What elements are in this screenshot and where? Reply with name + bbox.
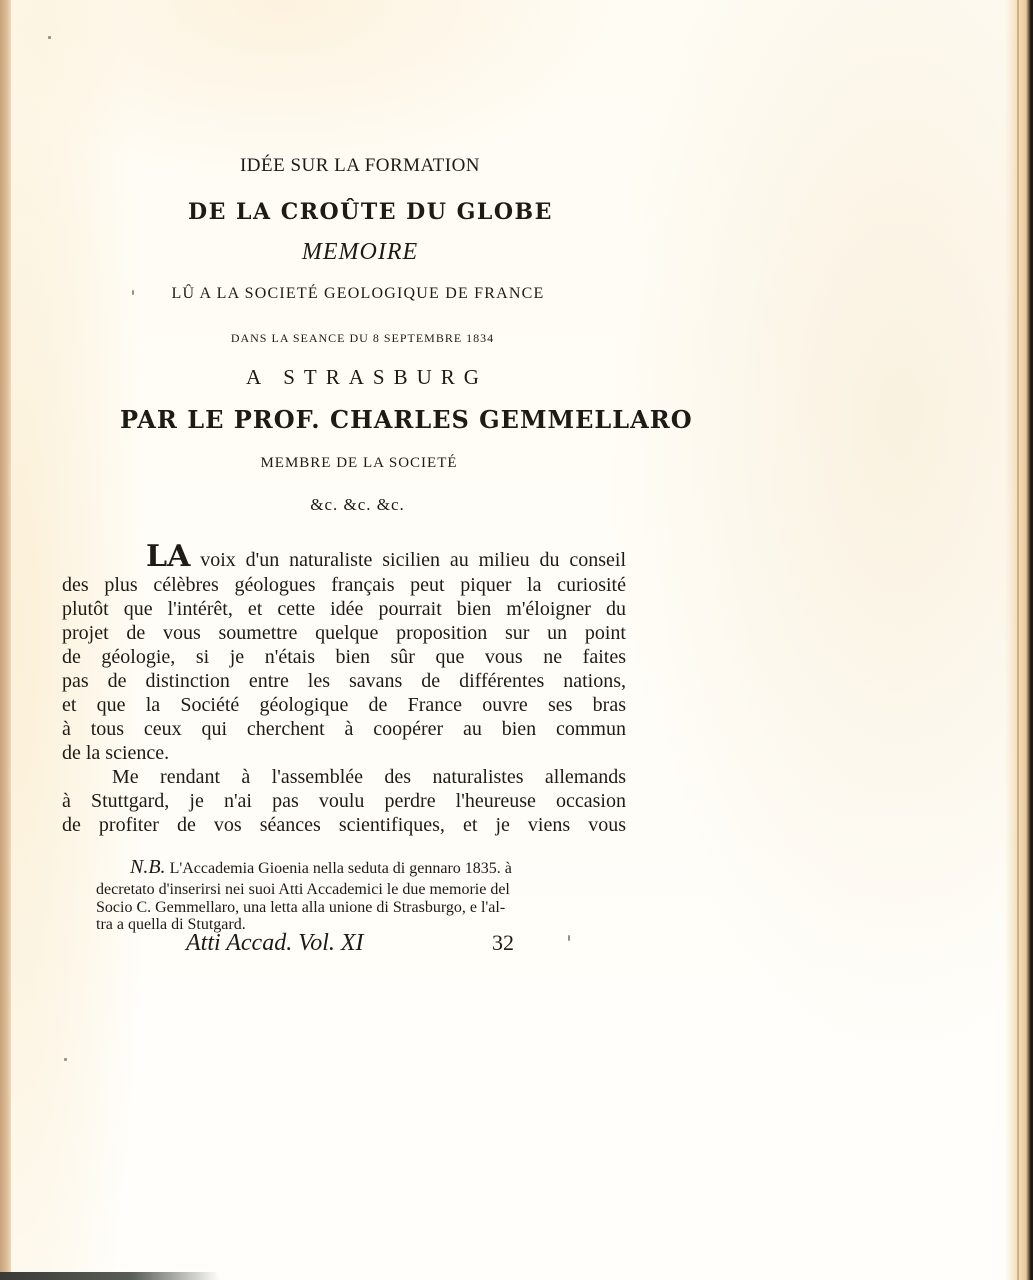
page-binding-edge	[0, 0, 11, 1280]
signature-mark: Atti Accad. Vol. XI	[186, 930, 364, 956]
page-number: 32	[492, 930, 514, 955]
body-line: à Stuttgard, je n'ai pas voulu perdre l'heureuse occasion	[62, 790, 626, 812]
title-line-1: IDÉE SUR LA FORMATION	[239, 155, 481, 176]
page-torn-edge-line	[1017, 0, 1019, 1280]
title-session-date: DANS LA SEANCE DU 8 SEPTEMBRE 1834	[230, 331, 495, 345]
title-memoire: MEMOIRE	[301, 239, 419, 265]
body-line: plutôt que l'intérêt, et cette idée pourrait bien m'éloigner du	[62, 598, 626, 620]
body-line: de profiter de vos séances scientifiques, et je viens vous	[62, 814, 626, 836]
footnote-line: Socio C. Gemmellaro, una letta alla unione di Strasburgo, e l'al-	[96, 899, 506, 916]
body-line: de géologie, si je n'étais bien sûr que vous ne faites	[62, 646, 626, 668]
body-line: Me rendant à l'assemblée des naturalistes allemands	[112, 766, 626, 788]
title-author: PAR LE PROF. CHARLES GEMMELLARO	[120, 405, 693, 434]
body-line: projet de vous soumettre quelque proposition sur un point	[62, 622, 626, 644]
title-read-at: LÛ A LA SOCIETÉ GEOLOGIQUE DE FRANCE	[171, 285, 545, 302]
footnote-line: N.B. L'Accademia Gioenia nella seduta di gennaro 1835. à	[130, 856, 512, 878]
footnote-line: tra a quella di Stutgard.	[96, 916, 246, 933]
drop-cap: LA	[146, 539, 191, 574]
title-line-2: DE LA CROÛTE DU GLOBE	[188, 199, 553, 225]
title-location: A STRASBURG	[246, 365, 488, 389]
body-line: LA voix d'un naturaliste sicilien au milieu du conseil	[146, 539, 627, 574]
paper-speck	[48, 36, 51, 39]
body-line: de la science.	[62, 742, 170, 764]
footnote-marker: N.B.	[130, 856, 166, 878]
body-line: à tous ceux qui cherchent à coopérer au bien commun	[62, 718, 626, 740]
title-membership: MEMBRE DE LA SOCIETÉ	[260, 455, 458, 471]
paper-speck	[64, 1058, 67, 1061]
body-line: des plus célèbres géologues français peut piquer la curiosité	[62, 574, 626, 596]
body-line: pas de distinction entre les savans de différentes nations,	[62, 670, 626, 692]
title-etcetera: &c. &c. &c.	[310, 495, 405, 514]
paper-speck	[132, 290, 134, 295]
footnote-line: decretato d'inserirsi nei suoi Atti Accademici le due memorie del	[96, 881, 510, 898]
page-right-edge	[1005, 0, 1033, 1280]
page-bottom-shadow	[0, 1272, 220, 1280]
body-line: et que la Société géologique de France ouvre ses bras	[62, 694, 626, 716]
paper-speck	[568, 935, 570, 941]
